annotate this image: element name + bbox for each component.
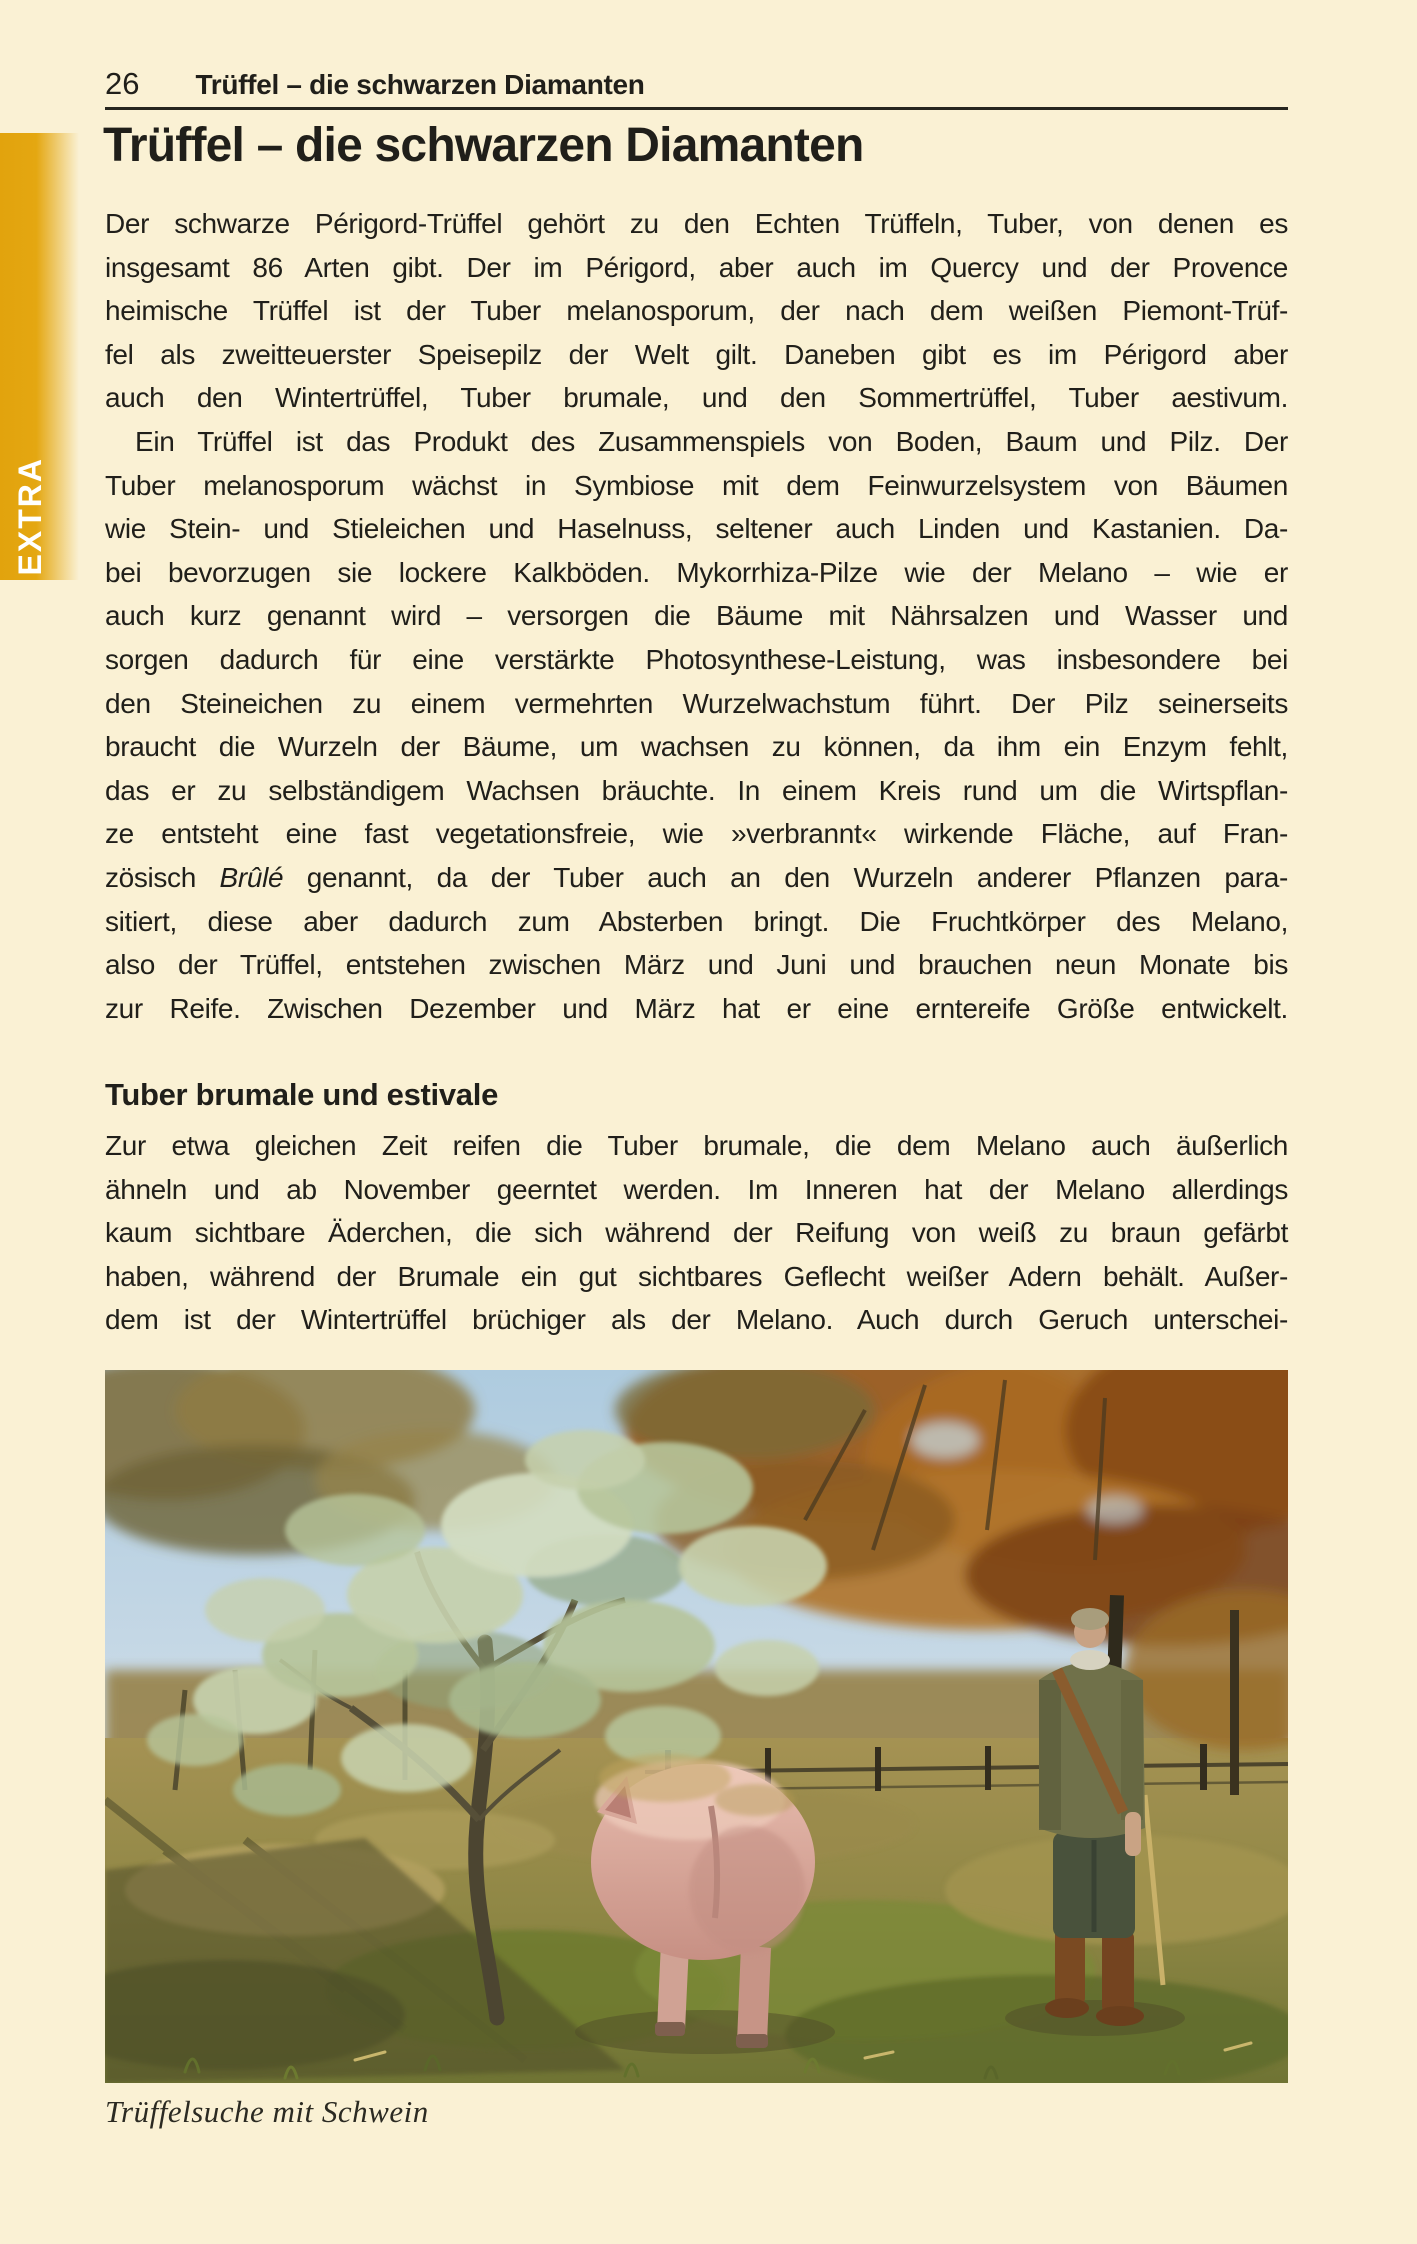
text-line: ähneln und ab November geerntet werden. Im Inneren hat der Melano allerdings bbox=[105, 1173, 1288, 1205]
truffle-hunt-photo-illustration bbox=[105, 1370, 1288, 2083]
text-line-with-italic bbox=[105, 856, 1288, 900]
cap bbox=[1071, 1608, 1109, 1630]
text-line: also der Trüffel, entstehen zwischen März und Juni und brauchen neun Monate bis bbox=[105, 949, 1288, 981]
text-line: Zur etwa gleichen Zeit reifen die Tuber brumale, die dem Melano auch äußerlich bbox=[105, 1130, 1288, 1161]
text-line: braucht die Wurzeln der Bäume, um wachsen zu können, da ihm ein Enzym fehlt, bbox=[105, 731, 1288, 763]
section-subheading: Tuber brumale und estivale bbox=[105, 1077, 499, 1112]
photo-caption: Trüffelsuche mit Schwein bbox=[105, 2094, 429, 2129]
text-line: insgesamt 86 Arten gibt. Der im Périgord, aber auch im Quercy und der Provence bbox=[105, 251, 1288, 283]
body-paragraph-3 bbox=[105, 1124, 1288, 1342]
running-head bbox=[105, 66, 645, 102]
text-line: haben, während der Brumale ein gut sichtbares Geflecht weißer Adern behält. Außer- bbox=[105, 1260, 1288, 1292]
extra-section-label: EXTRA bbox=[12, 456, 48, 575]
text-line: das er zu selbständigem Wachsen bräuchte. In einem Kreis rund um die Wirtspflan- bbox=[105, 774, 1288, 806]
text-segment: genannt, da der Tuber auch an den Wurzeln anderer Pflanzen para- bbox=[283, 861, 1288, 893]
extra-section-tab bbox=[0, 133, 79, 580]
text-line: dem ist der Wintertrüffel brüchiger als der Melano. Auch durch Geruch unterschei- bbox=[105, 1304, 1288, 1336]
text-line: kaum sichtbare Äderchen, die sich während der Reifung von weiß zu braun gefärbt bbox=[105, 1217, 1288, 1249]
text-line: zur Reife. Zwischen Dezember und März hat er eine erntereife Größe entwickelt. bbox=[105, 992, 1288, 1024]
text-line: den Steineichen zu einem vermehrten Wurzelwachstum führt. Der Pilz seinerseits bbox=[105, 687, 1288, 719]
text-line: fel als zweitteuerster Speisepilz der Welt gilt. Daneben gibt es im Périgord aber bbox=[105, 338, 1288, 370]
running-head-title: Trüffel – die schwarzen Diamanten bbox=[195, 69, 645, 100]
text-segment: zösisch bbox=[105, 861, 220, 893]
text-line: sorgen dadurch für eine verstärkte Photosynthese-Leistung, was insbesondere bei bbox=[105, 643, 1288, 675]
italic-term-brule: Brûlé bbox=[219, 861, 284, 893]
text-line: auch kurz genannt wird – versorgen die Bäume mit Nährsalzen und Wasser und bbox=[105, 600, 1288, 632]
text-line: wie Stein- und Stieleichen und Haselnuss, seltener auch Linden und Kastanien. Da- bbox=[105, 513, 1288, 545]
text-line: auch den Wintertrüffel, Tuber brumale, und den Sommertrüffel, Tuber aestivum. bbox=[105, 382, 1288, 414]
header-rule bbox=[105, 107, 1288, 110]
truffle-hunt-photo bbox=[105, 1370, 1288, 2083]
body-paragraphs-1-2 bbox=[105, 202, 1288, 1030]
hand bbox=[1125, 1812, 1141, 1856]
text-line: Ein Trüffel ist das Produkt des Zusammenspiels von Boden, Baum und Pilz. Der bbox=[135, 425, 1288, 457]
text-line: Der schwarze Périgord-Trüffel gehört zu den Echten Trüffeln, Tuber, von denen es bbox=[105, 208, 1288, 239]
text-line: ze entsteht eine fast vegetationsfreie, wie »verbrannt« wirkende Fläche, auf Fran- bbox=[105, 818, 1288, 850]
article-title: Trüffel – die schwarzen Diamanten bbox=[103, 119, 864, 172]
text-line: Tuber melanosporum wächst in Symbiose mit dem Feinwurzelsystem von Bäumen bbox=[105, 469, 1288, 501]
text-line: heimische Trüffel ist der Tuber melanosporum, der nach dem weißen Piemont-Trüf- bbox=[105, 295, 1288, 327]
text-line: sitiert, diese aber dadurch zum Absterben bringt. Die Fruchtkörper des Melano, bbox=[105, 905, 1288, 937]
page-number: 26 bbox=[105, 66, 140, 101]
text-line: bei bevorzugen sie lockere Kalkböden. Mykorrhiza-Pilze wie der Melano – wie er bbox=[105, 556, 1288, 588]
